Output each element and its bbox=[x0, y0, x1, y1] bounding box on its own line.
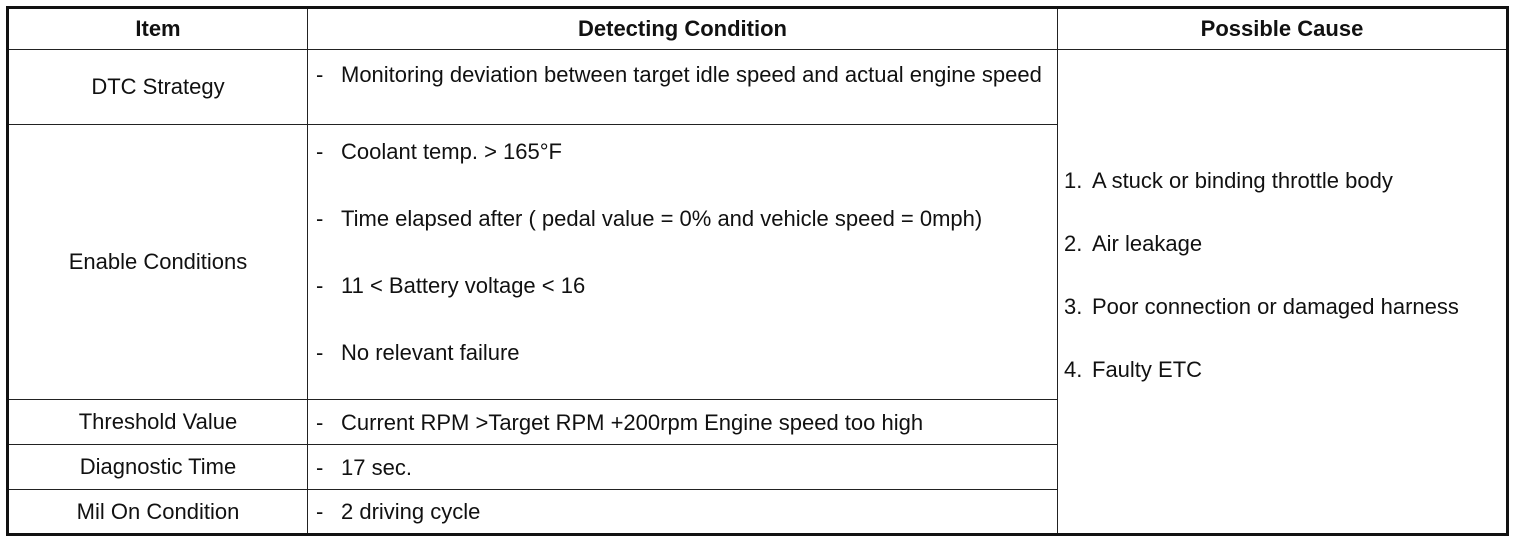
dash-marker: - bbox=[316, 409, 324, 435]
dash-marker: - bbox=[316, 454, 324, 480]
cause-number: 4. bbox=[1064, 357, 1083, 382]
cause-item bbox=[1064, 229, 1500, 258]
cause-text: A stuck or binding throttle body bbox=[1092, 168, 1393, 193]
condition-line bbox=[316, 204, 1049, 233]
condition-text: Coolant temp. > 165°F bbox=[341, 139, 562, 164]
cause-text: Poor connection or damaged harness bbox=[1092, 294, 1459, 319]
condition-text: Monitoring deviation between target idle speed and actual engine speed bbox=[341, 62, 1042, 87]
condition-line bbox=[316, 271, 1049, 300]
cause-text: Air leakage bbox=[1092, 231, 1203, 256]
condition-enable-conditions bbox=[308, 125, 1058, 400]
condition-line bbox=[316, 408, 1049, 437]
header-detecting-condition: Detecting Condition bbox=[308, 8, 1058, 50]
cause-item bbox=[1064, 355, 1500, 384]
item-dtc-strategy: DTC Strategy bbox=[8, 50, 308, 125]
item-diagnostic-time: Diagnostic Time bbox=[8, 445, 308, 490]
cause-item bbox=[1064, 166, 1500, 195]
header-possible-cause: Possible Cause bbox=[1058, 8, 1508, 50]
cause-item bbox=[1064, 292, 1500, 321]
condition-text: 17 sec. bbox=[341, 454, 412, 480]
condition-line bbox=[316, 453, 1049, 482]
item-threshold-value: Threshold Value bbox=[8, 400, 308, 445]
cause-text: Faulty ETC bbox=[1092, 357, 1203, 382]
condition-line bbox=[316, 497, 1049, 526]
cause-number: 1. bbox=[1064, 168, 1083, 193]
header-item: Item bbox=[8, 8, 308, 50]
condition-text: Current RPM >Target RPM +200rpm Engine speed too high bbox=[341, 409, 924, 435]
dash-marker: - bbox=[316, 499, 324, 524]
cause-number: 2. bbox=[1064, 231, 1083, 256]
header-row bbox=[8, 8, 1508, 50]
condition-text: Time elapsed after ( pedal value = 0% and vehicle speed = 0mph) bbox=[341, 206, 983, 231]
condition-text: 2 driving cycle bbox=[341, 499, 481, 524]
condition-line bbox=[316, 338, 1049, 367]
condition-threshold-value bbox=[308, 400, 1058, 445]
dash-marker: - bbox=[316, 139, 324, 164]
condition-line bbox=[316, 60, 1049, 89]
item-mil-on-condition: Mil On Condition bbox=[8, 490, 308, 535]
condition-line bbox=[316, 137, 1049, 166]
dtc-table bbox=[6, 6, 1509, 536]
row-dtc-strategy bbox=[8, 50, 1508, 125]
dash-marker: - bbox=[316, 273, 324, 298]
condition-mil-on-condition bbox=[308, 490, 1058, 535]
dash-marker: - bbox=[316, 206, 324, 231]
condition-text: No relevant failure bbox=[341, 340, 520, 365]
condition-dtc-strategy bbox=[308, 50, 1058, 125]
possible-cause-cell bbox=[1058, 50, 1508, 535]
condition-text: 11 < Battery voltage < 16 bbox=[341, 273, 586, 298]
item-enable-conditions: Enable Conditions bbox=[8, 125, 308, 400]
possible-cause-list bbox=[1064, 166, 1500, 384]
cause-number: 3. bbox=[1064, 294, 1083, 319]
dash-marker: - bbox=[316, 62, 324, 87]
condition-diagnostic-time bbox=[308, 445, 1058, 490]
dash-marker: - bbox=[316, 340, 324, 365]
